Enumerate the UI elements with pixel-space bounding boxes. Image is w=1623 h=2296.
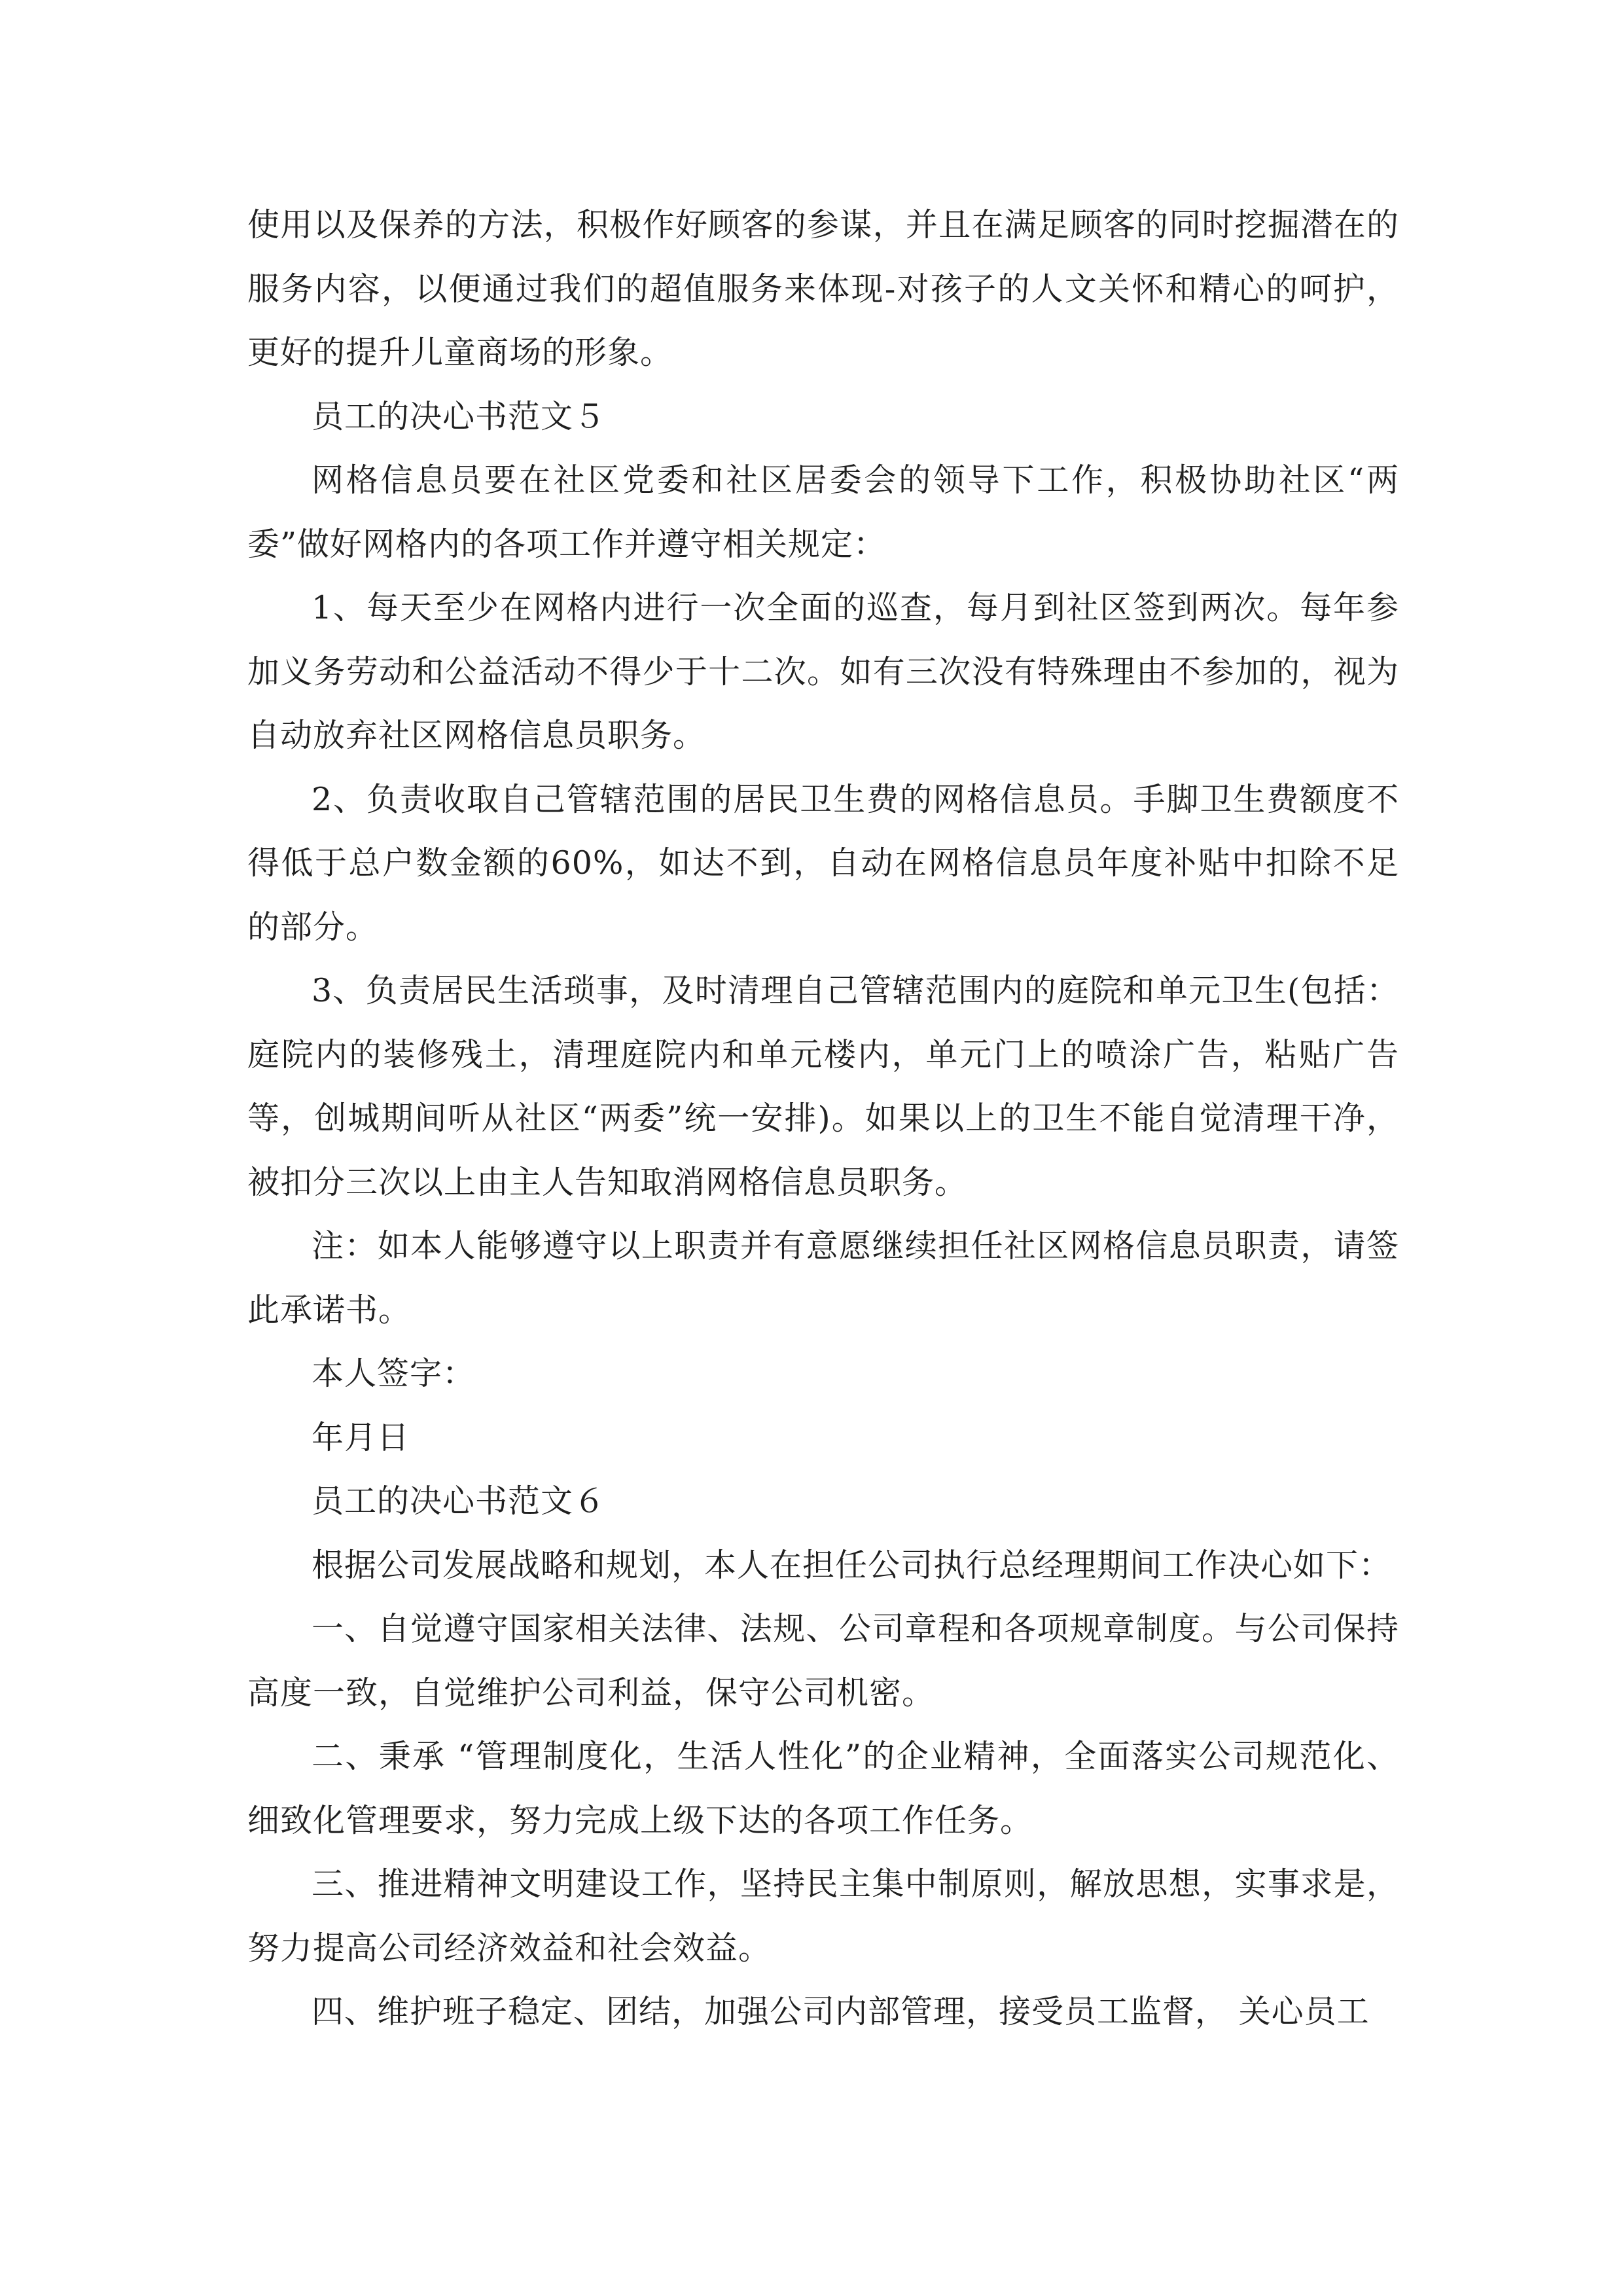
signature-line: 本人签字： xyxy=(312,1355,476,1392)
paragraph-item-2: 2、负责收取自己管辖范围的居民卫生费的网格信息员。手脚卫生费额度不得低于总户数金额的60%，如达不到，自动在网格信息员年度补贴中扣除不足的部分。 xyxy=(247,780,1399,946)
paragraph-item-1: 1、每天至少在网格内进行一次全面的巡查，每月到社区签到两次。每年参加义务劳动和公益活动不得少于十二次。如有三次没有特殊理由不参加的，视为自动放弃社区网格信息员职务。 xyxy=(247,589,1399,754)
date-line: 年月日 xyxy=(312,1418,410,1456)
document-body xyxy=(247,193,1399,2044)
section-heading-6: 员工的决心书范文６ xyxy=(312,1482,607,1520)
paragraph-point-4: 四、维护班子稳定、团结，加强公司内部管理，接受员工监督， 关心员工 xyxy=(312,1993,1370,2030)
paragraph-resolve-intro: 根据公司发展战略和规划，本人在担任公司执行总经理期间工作决心如下： xyxy=(312,1546,1392,1584)
paragraph-1: 使用以及保养的方法，积极作好顾客的参谋，并且在满足顾客的同时挖掘潜在的服务内容，以便通过我们的超值服务来体现-对孩子的人文关怀和精心的呵护，更好的提升儿童商场的形象。 xyxy=(247,206,1399,371)
paragraph-note: 注：如本人能够遵守以上职责并有意愿继续担任社区网格信息员职责，请签此承诺书。 xyxy=(247,1227,1399,1329)
section-heading-5: 员工的决心书范文５ xyxy=(312,397,607,435)
paragraph-intro: 网格信息员要在社区党委和社区居委会的领导下工作，积极协助社区“两委”做好网格内的各项工作并遵守相关规定： xyxy=(247,461,1399,563)
paragraph-point-1: 一、自觉遵守国家相关法律、法规、公司章程和各项规章制度。与公司保持高度一致，自觉维护公司利益，保守公司机密。 xyxy=(247,1610,1399,1712)
paragraph-point-3: 三、推进精神文明建设工作，坚持民主集中制原则，解放思想，实事求是，努力提高公司经济效益和社会效益。 xyxy=(247,1865,1399,1967)
paragraph-point-2: 二、秉承 “管理制度化，生活人性化”的企业精神，全面落实公司规范化、细致化管理要求，努力完成上级下达的各项工作任务。 xyxy=(247,1738,1399,1839)
paragraph-item-3: 3、负责居民生活琐事，及时清理自己管辖范围内的庭院和单元卫生(包括：庭院内的装修残土，清理庭院内和单元楼内，单元门上的喷涂广告，粘贴广告等，创城期间听从社区“两委”统一安排)。如果以上的卫生不能自觉清理干净，被扣分三次以上由主人告知取消网格信息员职务。 xyxy=(247,972,1399,1201)
